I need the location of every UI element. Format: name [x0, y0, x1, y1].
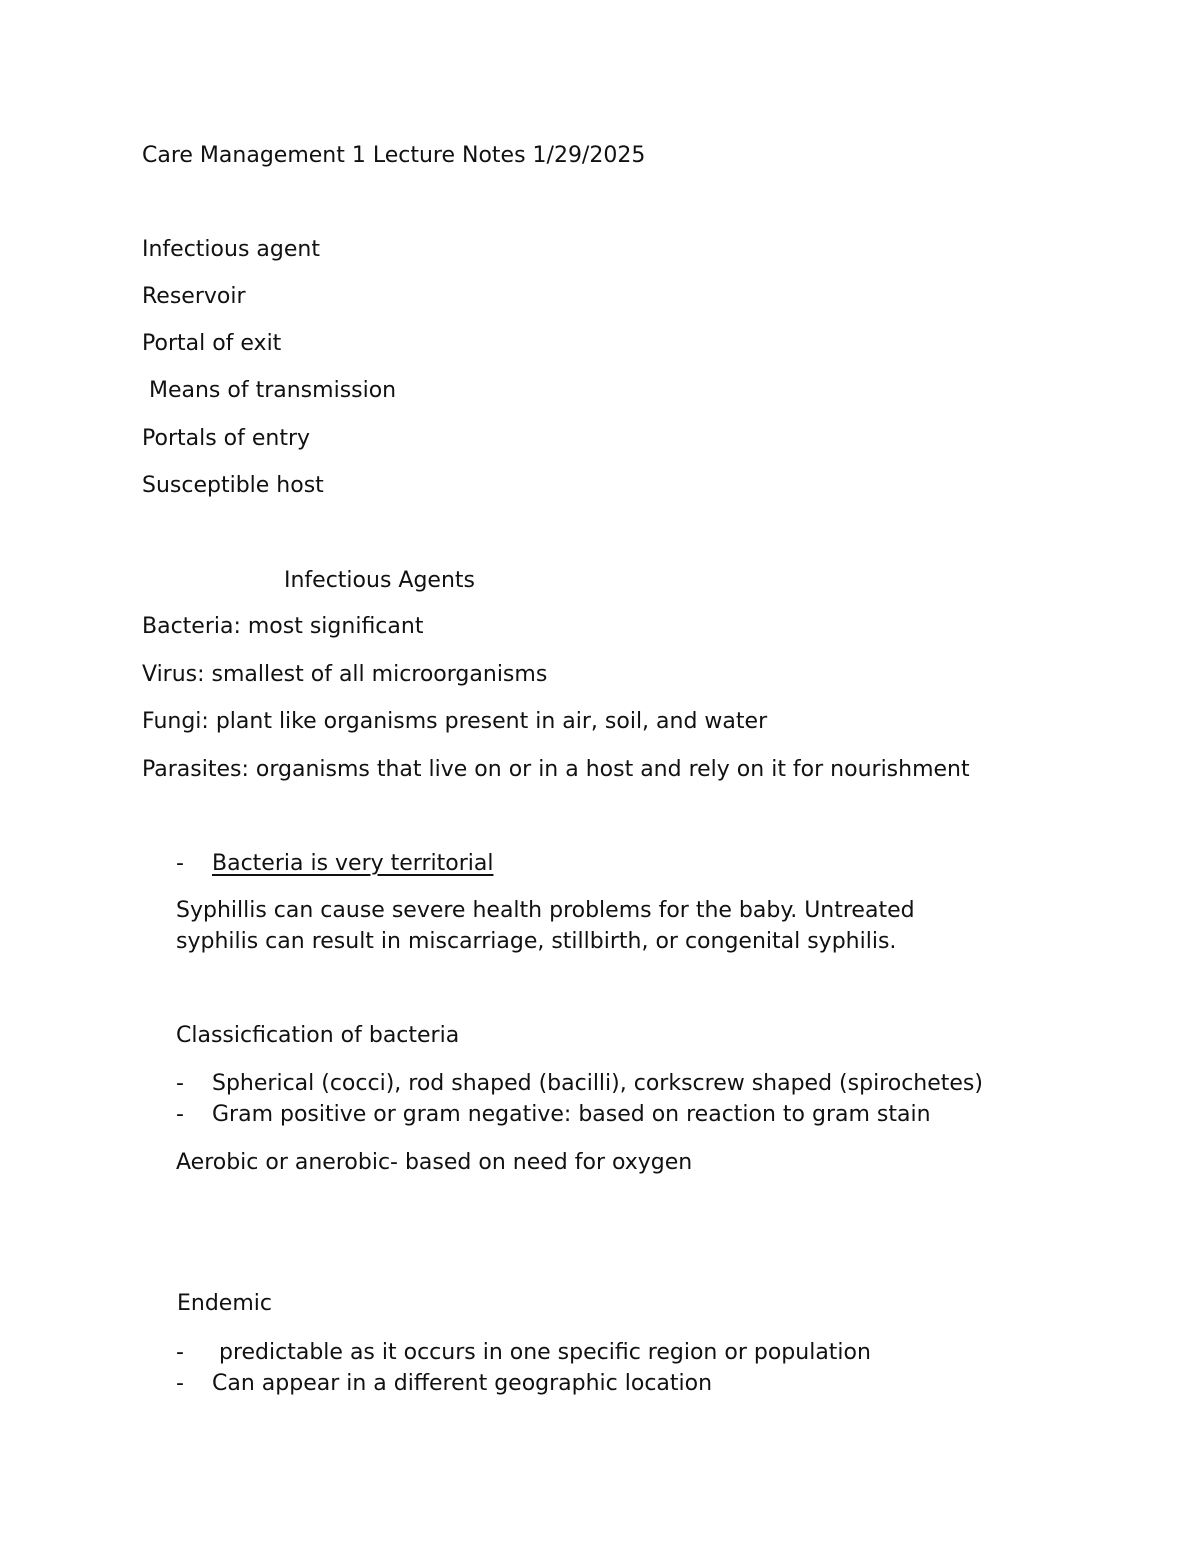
chain-item-susceptible-host: Susceptible host: [142, 473, 324, 498]
endemic-heading: Endemic: [177, 1291, 272, 1316]
syphilis-paragraph-line-1: Syphillis can cause severe health problems for the baby. Untreated: [176, 898, 915, 923]
classification-bullet-shapes: Spherical (cocci), rod shaped (bacilli), corkscrew shaped (spirochetes): [212, 1071, 983, 1096]
endemic-bullet-geographic: Can appear in a different geographic location: [212, 1371, 713, 1396]
chain-item-portal-of-exit: Portal of exit: [142, 331, 282, 356]
bullet-dash: -: [176, 1071, 184, 1096]
bullet-dash: -: [176, 851, 184, 876]
bullet-dash: -: [176, 1102, 184, 1127]
agent-bacteria: Bacteria: most significant: [142, 614, 424, 639]
endemic-bullet-predictable: predictable as it occurs in one specific region or population: [212, 1340, 871, 1365]
classification-heading: Classicfication of bacteria: [176, 1023, 460, 1048]
chain-item-infectious-agent: Infectious agent: [142, 237, 320, 262]
agent-virus: Virus: smallest of all microorganisms: [142, 662, 548, 687]
bullet-dash: -: [176, 1371, 184, 1396]
chain-item-portals-of-entry: Portals of entry: [142, 426, 311, 451]
agent-fungi: Fungi: plant like organisms present in air, soil, and water: [142, 709, 768, 734]
bullet-dash: -: [176, 1340, 184, 1365]
classification-bullet-gram: Gram positive or gram negative: based on reaction to gram stain: [212, 1102, 931, 1127]
infectious-agents-heading: Infectious Agents: [284, 568, 475, 593]
syphilis-paragraph-line-2: syphilis can result in miscarriage, stillbirth, or congenital syphilis.: [176, 929, 897, 954]
territorial-bullet-text: Bacteria is very territorial: [212, 851, 494, 876]
chain-item-reservoir: Reservoir: [142, 284, 246, 309]
document-title: Care Management 1 Lecture Notes 1/29/2025: [142, 143, 646, 168]
classification-aerobic: Aerobic or anerobic- based on need for oxygen: [176, 1150, 693, 1175]
chain-item-means-of-transmission: Means of transmission: [142, 378, 397, 403]
agent-parasites: Parasites: organisms that live on or in a host and rely on it for nourishment: [142, 757, 970, 782]
